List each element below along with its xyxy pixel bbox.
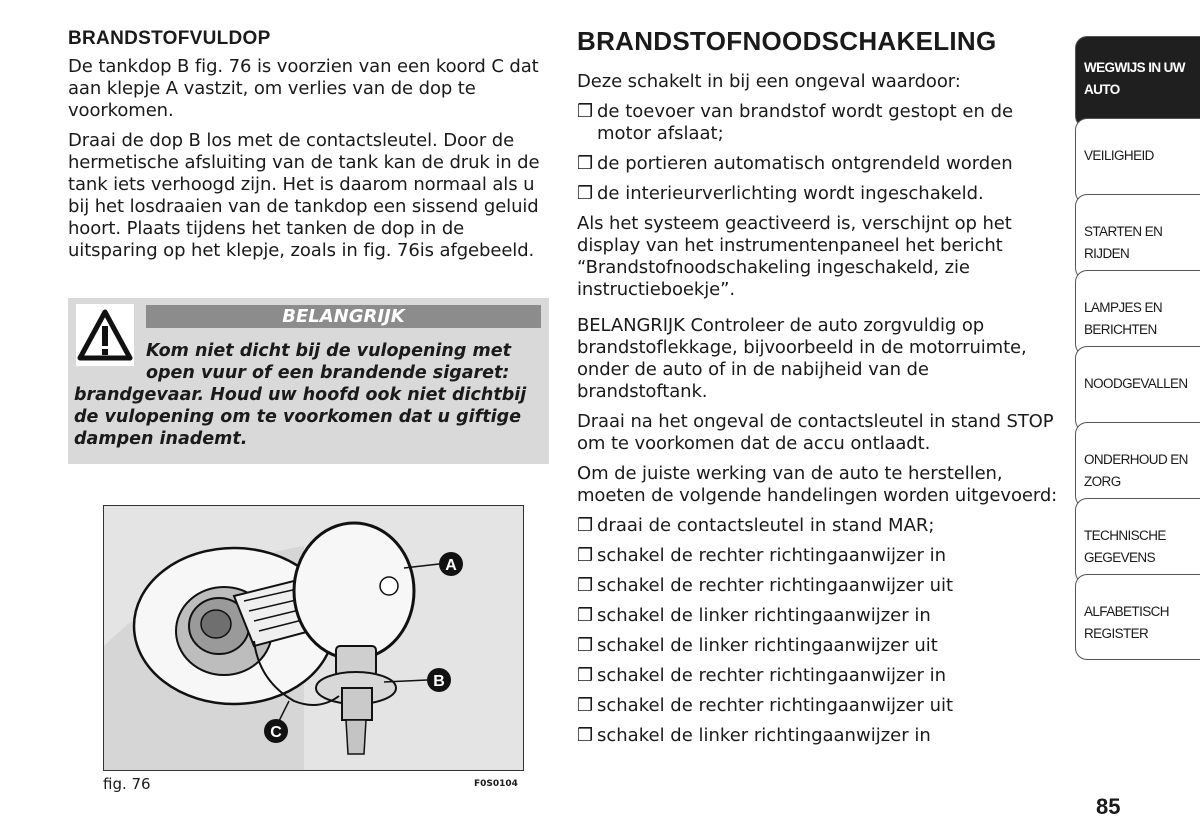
tab-lampjes-en-berichten[interactable]: LAMPJES EN BERICHTEN bbox=[1075, 270, 1200, 356]
chapter-tabs bbox=[1075, 36, 1200, 650]
checkbox-bullet-icon: ❒ bbox=[577, 665, 594, 686]
paragraph-important: BELANGRIJK Controleer de auto zorgvuldig op brandstoflekkage, bijvoorbeeld in de motorruimte, onder de auto of in de nabijheid van de brandstoftank. bbox=[577, 315, 1027, 402]
label-c: C bbox=[270, 724, 282, 741]
page-number: 85 bbox=[1096, 794, 1121, 819]
paragraph-system-message: Als het systeem geactiveerd is, verschijnt op het display van het instrumentenpaneel het bericht “Brandstofnoodschakeling ingeschakeld, zie instructieboekje”. bbox=[577, 213, 1012, 300]
tab-noodgevallen[interactable]: NOODGEVALLEN bbox=[1075, 346, 1200, 432]
warning-text-1: Kom niet dicht bij de vulopening met open vuur of een brandende sigaret: bbox=[146, 341, 511, 383]
list-item: ❒ schakel de rechter richtingaanwijzer in bbox=[577, 545, 946, 566]
tab-wegwijs[interactable]: WEGWIJS IN UW AUTO bbox=[1075, 36, 1200, 128]
tab-starten-en-rijden[interactable]: STARTEN EN RIJDEN bbox=[1075, 194, 1200, 280]
checkbox-bullet-icon: ❒ bbox=[577, 545, 594, 566]
bullet-list-1 bbox=[577, 101, 1059, 205]
tab-veiligheid[interactable]: VEILIGHEID bbox=[1075, 118, 1200, 204]
checkbox-bullet-icon: ❒ bbox=[577, 575, 594, 596]
figure-fuel-cap bbox=[103, 505, 524, 771]
paragraph-fuel-cap-2: Draai de dop B los met de contactsleutel. Door de hermetische afsluiting van de tank kan de druk in de tank iets verhoogd zijn. Het is daarom normaal als u bij het losdraaien van de tankdop een sissend geluid hoort. Plaats tijdens het tanken de dop in de uitsparing op het klepje, zoals in fig. 76is afgebeeld. bbox=[68, 130, 540, 261]
warning-box bbox=[68, 298, 549, 464]
checkbox-bullet-icon: ❒ bbox=[577, 695, 594, 716]
list-item: ❒ de toevoer van brandstof wordt gestopt en de motor afslaat; bbox=[577, 101, 1014, 144]
figure-caption: fig. 76 bbox=[103, 775, 151, 793]
list-item: ❒ schakel de linker richtingaanwijzer uit bbox=[577, 635, 938, 656]
section-heading-fuel-cutoff: BRANDSTOFNOODSCHAKELING bbox=[577, 26, 997, 56]
list-item: ❒ de interieurverlichting wordt ingeschakeld. bbox=[577, 183, 984, 204]
fuel-cap-illustration bbox=[104, 506, 523, 770]
left-column bbox=[68, 28, 550, 270]
checkbox-bullet-icon: ❒ bbox=[577, 153, 594, 174]
list-item: ❒ schakel de rechter richtingaanwijzer in bbox=[577, 665, 946, 686]
figure-code: F0S0104 bbox=[474, 779, 518, 789]
right-column bbox=[577, 26, 1059, 755]
paragraph-intro: Deze schakelt in bij een ongeval waardoor: bbox=[577, 71, 961, 92]
label-b: B bbox=[433, 673, 445, 690]
checkbox-bullet-icon: ❒ bbox=[577, 183, 594, 204]
list-item: ❒ schakel de rechter richtingaanwijzer uit bbox=[577, 695, 954, 716]
list-item: ❒ schakel de linker richtingaanwijzer in bbox=[577, 725, 931, 746]
warning-title: BELANGRIJK bbox=[146, 305, 541, 328]
label-a: A bbox=[445, 557, 457, 574]
section-heading-fuel-cap: BRANDSTOFVULDOP bbox=[68, 28, 271, 49]
list-item: ❒ de portieren automatisch ontgrendeld worden bbox=[577, 153, 1013, 174]
list-item: ❒ schakel de linker richtingaanwijzer in bbox=[577, 605, 931, 626]
bullet-list-2 bbox=[577, 515, 1059, 747]
checkbox-bullet-icon: ❒ bbox=[577, 605, 594, 626]
checkbox-bullet-icon: ❒ bbox=[577, 515, 594, 536]
tab-alfabetisch-register[interactable]: ALFABETISCH REGISTER bbox=[1075, 574, 1200, 660]
checkbox-bullet-icon: ❒ bbox=[577, 101, 594, 122]
list-item: ❒ draai de contactsleutel in stand MAR; bbox=[577, 515, 935, 536]
warning-triangle-icon bbox=[76, 304, 134, 366]
paragraph-fuel-cap-1: De tankdop B fig. 76 is voorzien van een koord C dat aan klepje A vastzit, om verlies van de dop te voorkomen. bbox=[68, 56, 539, 121]
checkbox-bullet-icon: ❒ bbox=[577, 635, 594, 656]
paragraph-restore: Om de juiste werking van de auto te herstellen, moeten de volgende handelingen worden uitgevoerd: bbox=[577, 463, 1058, 506]
list-item: ❒ schakel de rechter richtingaanwijzer uit bbox=[577, 575, 954, 596]
paragraph-turn-key: Draai na het ongeval de contactsleutel in stand STOP om te voorkomen dat de accu ontlaadt. bbox=[577, 411, 1054, 454]
checkbox-bullet-icon: ❒ bbox=[577, 725, 594, 746]
warning-text-2: brandgevaar. Houd uw hoofd ook niet dichtbij de vulopening om te voorkomen dat u giftige dampen inademt. bbox=[74, 385, 527, 449]
tab-technische-gegevens[interactable]: TECHNISCHE GEGEVENS bbox=[1075, 498, 1200, 584]
tab-onderhoud-en-zorg[interactable]: ONDERHOUD EN ZORG bbox=[1075, 422, 1200, 508]
